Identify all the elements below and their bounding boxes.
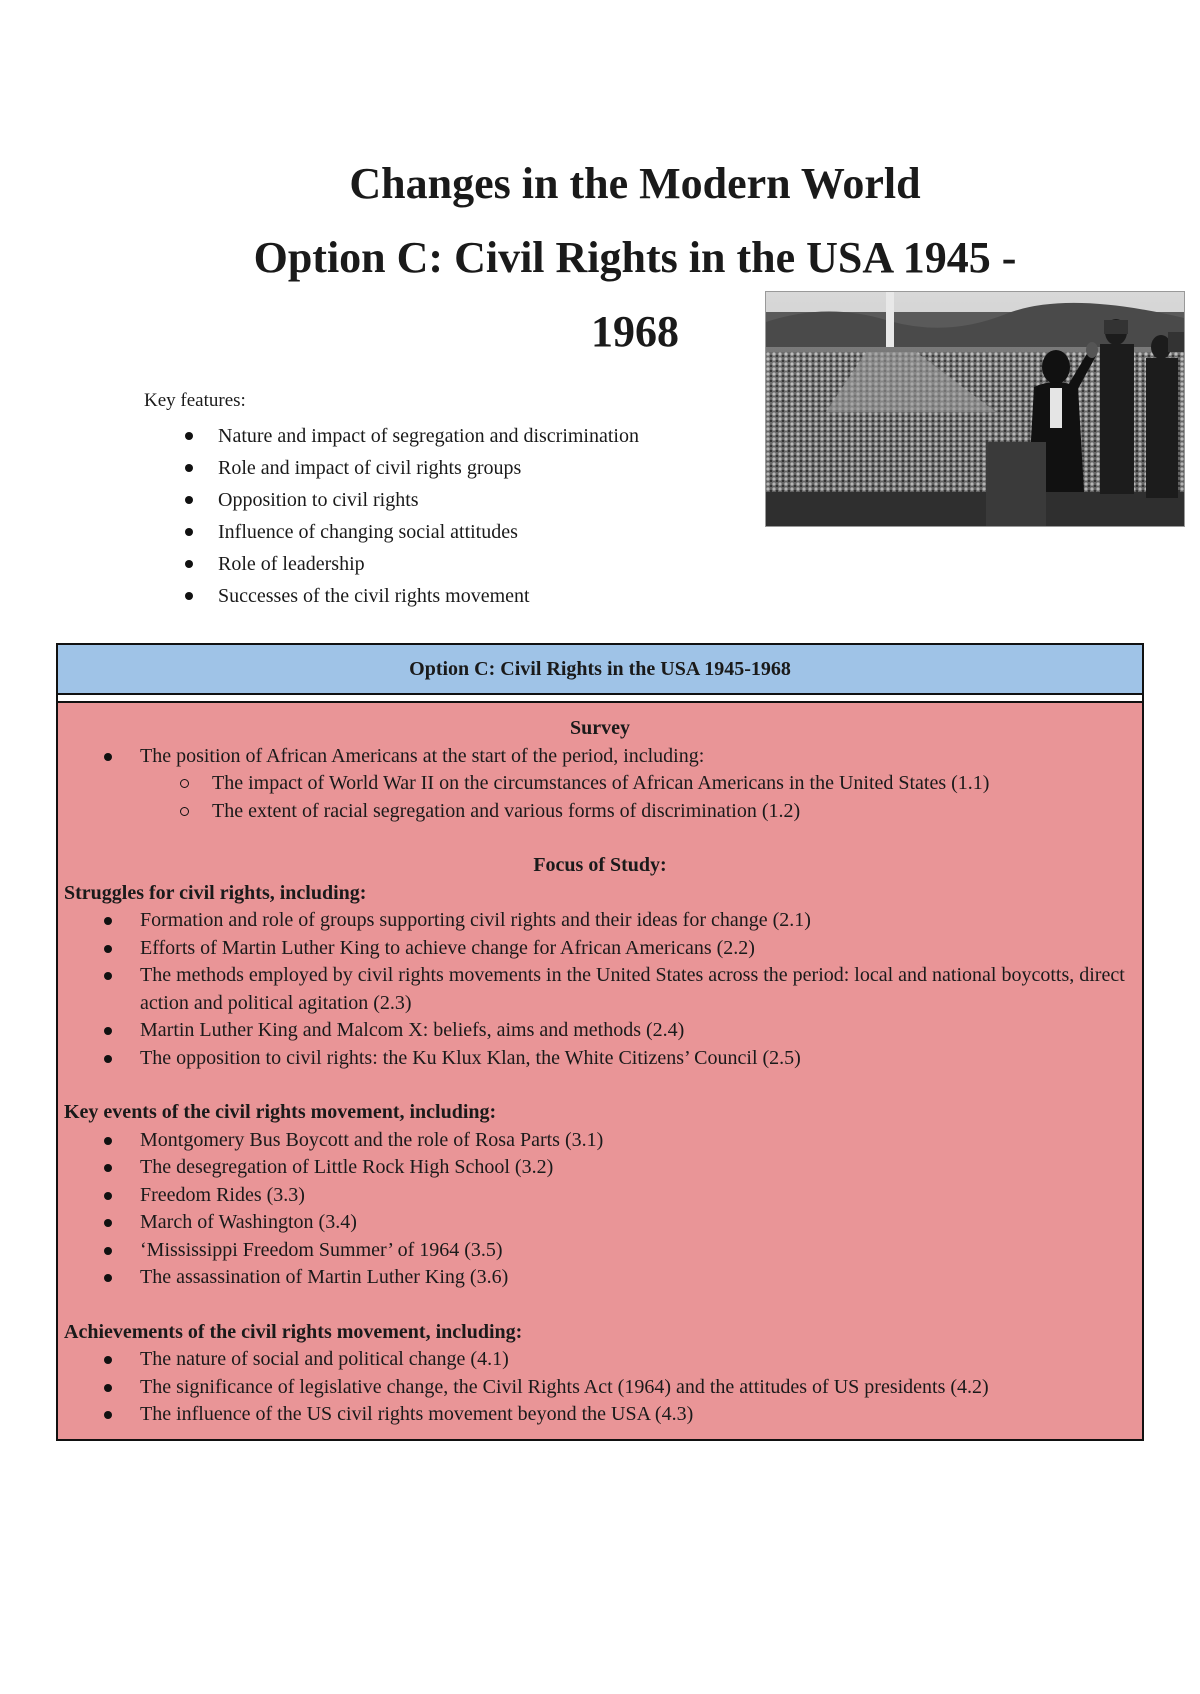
achievements-list [104,1346,1126,1429]
title-line-3: 1968 [591,307,679,356]
list-item: Formation and role of groups supporting civil rights and their ideas for change (2.1) [104,907,1126,935]
list-item: Influence of changing social attitudes [180,516,639,548]
list-item: Successes of the civil rights movement [180,580,639,612]
survey-item: The position of African Americans at the start of the period, including: [140,744,705,767]
list-item: The opposition to civil rights: the Ku Klux Klan, the White Citizens’ Council (2.5) [104,1045,1126,1073]
table-header: Option C: Civil Rights in the USA 1945-1968 [58,645,1142,695]
title-line-1: Changes in the Modern World [349,159,921,208]
list-item: The assassination of Martin Luther King (3.6) [104,1264,1126,1292]
list-item: Montgomery Bus Boycott and the role of Rosa Parts (3.1) [104,1127,1126,1155]
list-item: The methods employed by civil rights movements in the United States across the period: local and national boycotts, direct action and political agitation (2.3) [104,962,1126,1017]
key-events-heading: Key events of the civil rights movement, including: [64,1101,497,1123]
specification-table [56,643,1144,1441]
list-item: The impact of World War II on the circumstances of African Americans in the United States (1.1) [176,770,1126,798]
list-item: March of Washington (3.4) [104,1209,1126,1237]
title-line-2: Option C: Civil Rights in the USA 1945 - [253,233,1017,282]
list-item: Martin Luther King and Malcom X: beliefs, aims and methods (2.4) [104,1017,1126,1045]
list-item: The influence of the US civil rights movement beyond the USA (4.3) [104,1401,1126,1429]
list-item: Nature and impact of segregation and discrimination [180,420,639,452]
key-events-list [104,1127,1126,1292]
struggles-heading: Struggles for civil rights, including: [64,881,367,904]
focus-heading: Focus of Study: [533,854,667,876]
list-item: Role and impact of civil rights groups [180,452,639,484]
survey-list [104,743,1126,826]
list-item [104,743,1126,826]
survey-heading: Survey [570,717,630,739]
list-item: Role of leadership [180,548,639,580]
survey-sublist [140,770,1126,825]
list-item: The nature of social and political change (4.1) [104,1346,1126,1374]
table-body [58,703,1142,1439]
list-item: ‘Mississippi Freedom Summer’ of 1964 (3.5) [104,1237,1126,1265]
achievements-heading: Achievements of the civil rights movement, including: [64,1320,523,1343]
table-divider [58,695,1142,703]
key-features-heading: Key features: [144,390,246,411]
list-item: Efforts of Martin Luther King to achieve change for African Americans (2.2) [104,935,1126,963]
struggles-list [104,907,1126,1072]
key-features-list [180,420,639,612]
list-item: The desegregation of Little Rock High School (3.2) [104,1154,1126,1182]
list-item: Freedom Rides (3.3) [104,1182,1126,1210]
list-item: Opposition to civil rights [180,484,639,516]
civil-rights-photo [765,291,1185,527]
list-item: The significance of legislative change, the Civil Rights Act (1964) and the attitudes of US presidents (4.2) [104,1374,1126,1402]
list-item: The extent of racial segregation and various forms of discrimination (1.2) [176,798,1126,826]
